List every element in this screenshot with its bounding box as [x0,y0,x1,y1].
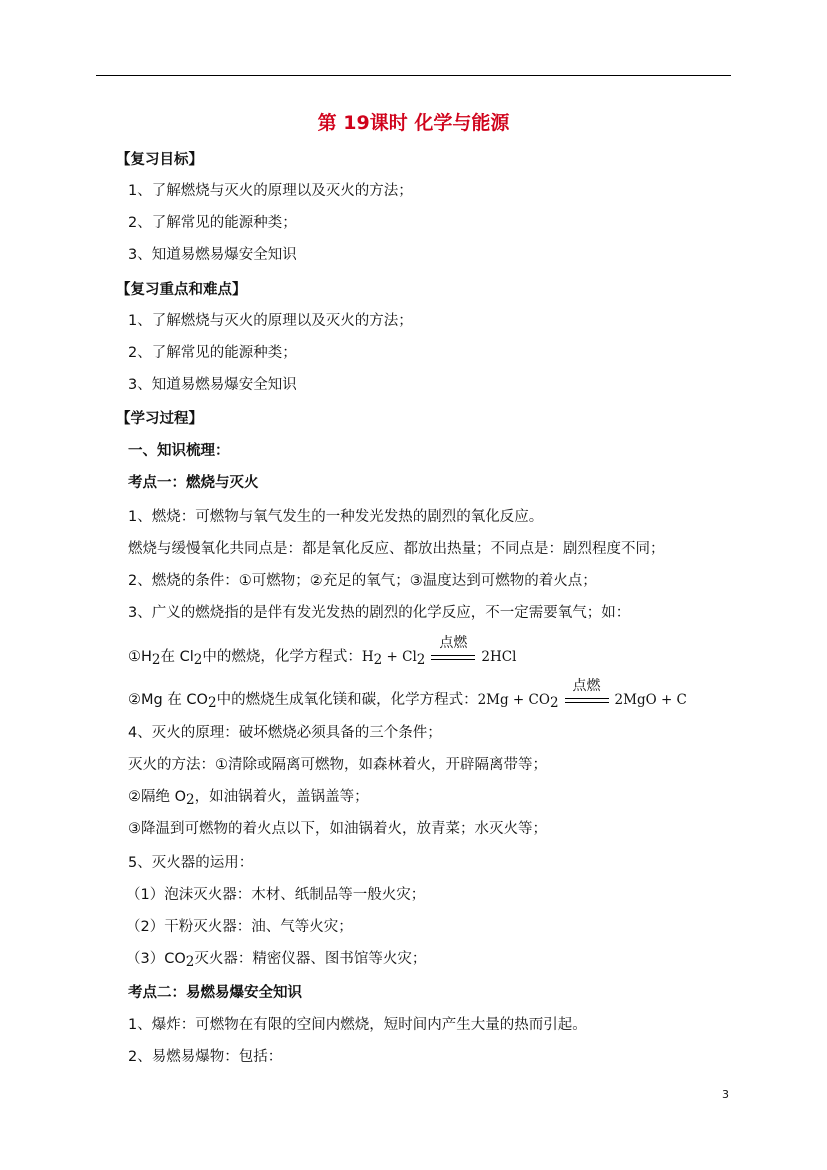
kp1-line-7-text: ，如油锅着火，盖锅盖等； [194,789,369,805]
kp1-line-2: 燃烧与缓慢氧化共同点是：都是氧化反应、都放出热量；不同点是：剧烈程度不同； [128,541,665,557]
kp2-line-2: 2、易燃易爆物：包括： [128,1049,283,1065]
kp1-line-7 [128,787,369,807]
goal-item-2: 2、了解常见的能源种类； [128,215,297,231]
reaction-arrow [431,635,475,667]
eq2-text: 中的燃烧生成氧化镁和碳，化学方程式： [216,692,478,708]
kp1-line-8: ③降温到可燃物的着火点以下，如油锅着火，放青菜；水灭火等； [128,821,547,837]
kp1-line-4: 3、广义的燃烧指的是伴有发光发热的剧烈的化学反应，不一定需要氧气；如： [128,605,631,621]
eq1-sub: 2 [373,652,383,668]
eq1-text: 在 Cl [160,649,194,665]
reaction-condition: 点燃 [572,678,601,694]
equation-1 [128,635,517,668]
eq1-sub: 2 [416,652,426,668]
kp1-line-5: 4、灭火的原理：破坏燃烧必须具备的三个条件； [128,725,442,741]
reaction-condition: 点燃 [439,635,468,651]
reaction-arrow [565,678,609,710]
equation-2 [128,678,687,711]
kp1-line-7-sub: 2 [186,792,195,808]
kp1-line-12-sub: 2 [185,954,195,970]
kp1-line-10: （1）泡沫灭火器：木材、纸制品等一般火灾； [126,887,426,903]
section-heading-goals: 【复习目标】 [116,152,203,168]
kp1-line-11: （2）干粉灭火器：油、气等火灾； [126,919,353,935]
section-heading-key-points: 【复习重点和难点】 [116,282,247,298]
section-heading-process: 【学习过程】 [116,411,203,427]
page-number: 3 [722,1088,729,1101]
eq2-lhs: 2Mg + CO [477,692,550,708]
kp2-heading: 考点二：易燃易爆安全知识 [128,985,302,1001]
eq1-sub: 2 [151,652,161,668]
eq2-sub: 2 [549,695,559,711]
key-item-3: 3、知道易燃易爆安全知识 [128,377,297,393]
kp1-line-9: 5、灭火器的运用： [128,855,254,871]
kp1-line-7-text: ②隔绝 O [128,789,187,805]
kp1-line-6: 灭火的方法：①清除或隔离可燃物，如森林着火，开辟隔离带等； [128,757,547,773]
eq2-text: ②Mg 在 CO [128,692,208,708]
header-rule [96,75,731,76]
eq2-sub: 2 [207,695,217,711]
kp2-line-1: 1、爆炸：可燃物在有限的空间内燃烧，短时间内产生大量的热而引起。 [128,1017,587,1033]
key-item-1: 1、了解燃烧与灭火的原理以及灭火的方法； [128,313,413,329]
kp1-line-1: 1、燃烧：可燃物与氧气发生的一种发光发热的剧烈的氧化反应。 [128,509,544,525]
goal-item-1: 1、了解燃烧与灭火的原理以及灭火的方法； [128,183,413,199]
kp1-line-12 [126,949,426,969]
eq1-text: ①H [128,649,152,665]
eq1-lhs: + Cl [382,649,417,665]
eq1-lhs: H [361,649,374,665]
eq1-sub: 2 [193,652,203,668]
eq2-rhs: 2MgO + C [614,692,687,708]
eq1-rhs: 2HCl [481,649,517,665]
kp1-heading: 考点一：燃烧与灭火 [128,475,259,491]
key-item-2: 2、了解常见的能源种类； [128,345,297,361]
eq1-text: 中的燃烧，化学方程式： [202,649,362,665]
page-title: 第 19课时 化学与能源 [317,112,510,134]
kp1-line-3: 2、燃烧的条件：①可燃物；②充足的氧气；③温度达到可燃物的着火点； [128,573,597,589]
kp1-line-12-text: 灭火器：精密仪器、图书馆等火灾； [194,951,427,967]
kp1-line-12-text: （3）CO [126,951,186,967]
part-heading-knowledge: 一、知识梳理： [128,443,230,459]
goal-item-3: 3、知道易燃易爆安全知识 [128,247,297,263]
